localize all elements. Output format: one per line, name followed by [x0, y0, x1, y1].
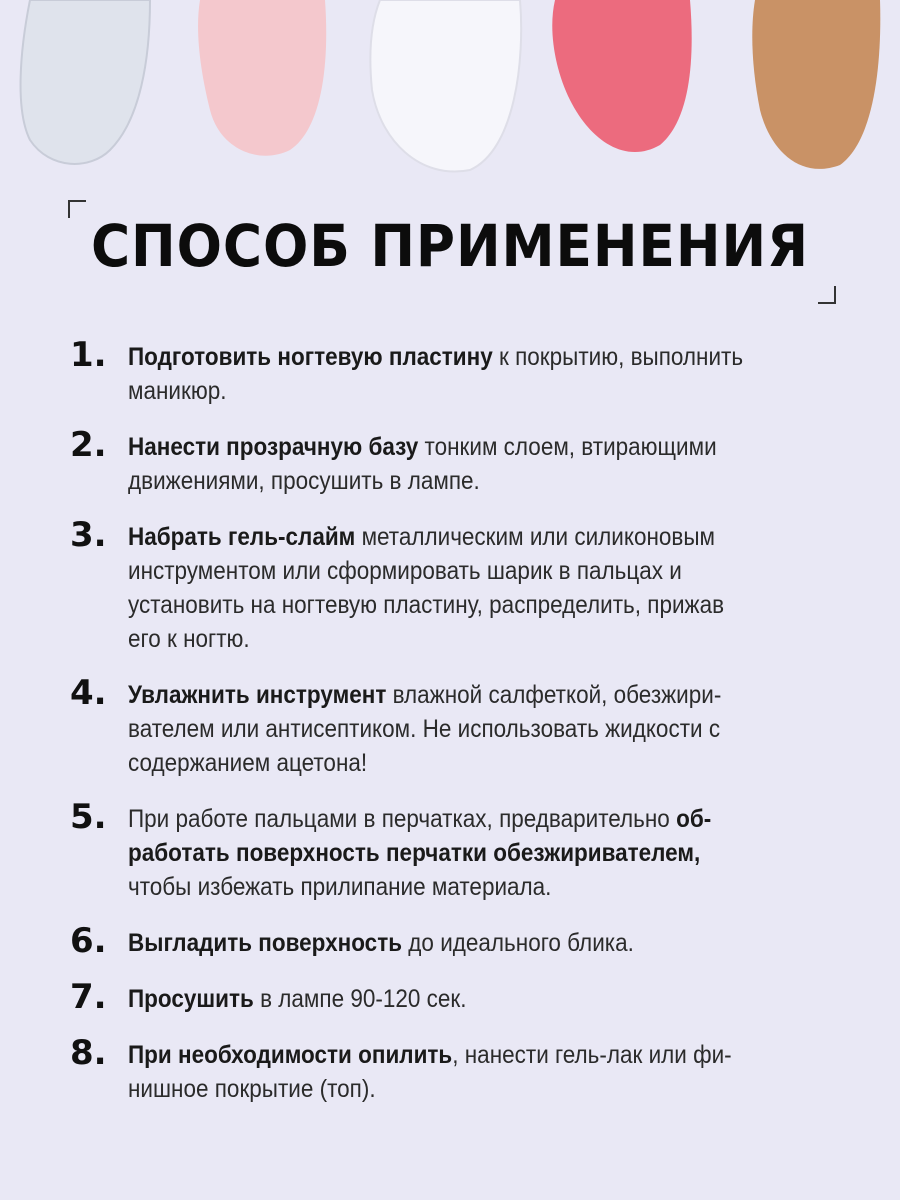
step-number: 4.	[70, 673, 107, 713]
swatch-red	[552, 0, 691, 152]
step-number: 5.	[70, 797, 107, 837]
swatch-clear	[21, 0, 150, 164]
gel-swatches-image	[0, 0, 900, 200]
step-text: При работе пальцами в перчатках, предварительно об-работать поверхность перчатки обезжиривателем, чтобы избежать прилипание материала.	[128, 805, 712, 901]
page-title: СПОСОБ ПРИМЕНЕНИЯ	[90, 212, 810, 280]
step-item	[70, 515, 830, 656]
step-item	[70, 921, 830, 961]
steps-list	[70, 335, 830, 1128]
step-item	[70, 977, 830, 1017]
step-number: 1.	[70, 335, 107, 375]
step-item	[70, 1033, 830, 1106]
step-item	[70, 673, 830, 780]
swatch-nude	[752, 0, 880, 169]
step-text: Увлажнить инструмент влажной салфеткой, обезжири-вателем или антисептиком. Не использовать жидкости с содержанием ацетона!	[128, 681, 722, 777]
step-text: Подготовить ногтевую пластину к покрытию, выполнить маникюр.	[128, 343, 744, 405]
step-number: 8.	[70, 1033, 107, 1073]
title-corner-bottom-right	[818, 286, 836, 304]
step-item	[70, 797, 830, 904]
step-text: При необходимости опилить, нанести гель-лак или фи-нишное покрытие (топ).	[128, 1041, 732, 1103]
step-number: 7.	[70, 977, 107, 1017]
step-item	[70, 425, 830, 498]
swatch-pink	[198, 0, 326, 156]
step-text: Нанести прозрачную базу тонким слоем, втирающими движениями, просушить в лампе.	[128, 433, 717, 495]
step-number: 3.	[70, 515, 107, 555]
step-text: Просушить в лампе 90-120 сек.	[128, 985, 467, 1013]
swatch-white	[370, 0, 521, 172]
step-number: 2.	[70, 425, 107, 465]
step-text: Набрать гель-слайм металлическим или силиконовым инструментом или сформировать шарик в пальцах и установить на ногтевую пластину, распределить, прижав его к ногтю.	[128, 523, 725, 653]
step-text: Выгладить поверхность до идеального блика.	[128, 929, 634, 957]
step-number: 6.	[70, 921, 107, 961]
step-item	[70, 335, 830, 408]
